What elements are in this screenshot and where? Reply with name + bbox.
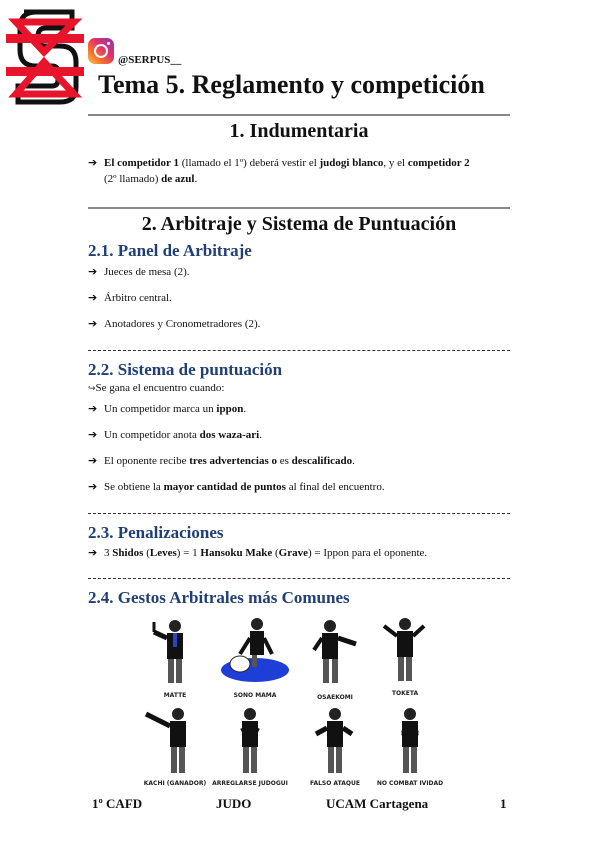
gesture-label: TOKETA — [391, 690, 419, 697]
list-item: ➔ 3 Shidos (Leves) = 1 Hansoku Make (Grave) = Ippon para el oponente. — [88, 546, 428, 559]
list-item: ➔ Un competidor marca un ippon. — [88, 402, 247, 415]
arrow-right-icon: ➔ — [88, 265, 98, 278]
toketa-gesture-image — [360, 612, 450, 692]
divider — [88, 578, 510, 579]
arrow-right-icon: ➔ — [88, 291, 98, 304]
social-handle[interactable]: @SERPUS__ — [118, 54, 182, 66]
gesture-label: NO COMBAT IVIDAD — [376, 780, 444, 787]
arrow-right-icon: ➔ — [88, 156, 98, 169]
divider — [88, 114, 510, 116]
subsection-penalties-title: 2.3. Penalizaciones — [88, 523, 224, 542]
arrow-right-icon: ➔ — [88, 480, 98, 493]
footer-school: UCAM Cartagena — [326, 796, 429, 811]
list-item: ➔ El oponente recibe tres advertencias o es descalificado. — [88, 454, 355, 467]
page-title: Tema 5. Reglamento y competición — [98, 70, 485, 99]
arrow-right-icon: ➔ — [88, 546, 98, 559]
matte-gesture-image — [130, 612, 220, 692]
list-item: ➔ Árbitro central. — [88, 291, 172, 304]
serpus-logo — [6, 4, 84, 106]
sono-mama-gesture-image — [210, 612, 300, 692]
indumentaria-item: ➔ El competidor 1 (llamado el 1º) deberá vestir el judogi blanco, y el competidor 2 (2º llamado) de azul. — [88, 156, 470, 185]
gesture-label: FALSO ATAQUE — [310, 780, 360, 787]
list-item: ➔ Un competidor anota dos waza-ari. — [88, 428, 262, 441]
gesture-label: KACHI (GANADOR) — [143, 780, 207, 787]
list-item: ➔ Anotadores y Cronometradores (2). — [88, 317, 261, 330]
footer-course: 1º CAFD — [92, 796, 143, 811]
subsection-gestures-title: 2.4. Gestos Arbitrales más Comunes — [88, 588, 350, 607]
subsection-scoring-title: 2.2. Sistema de puntuación — [88, 360, 283, 379]
divider — [88, 513, 510, 514]
list-item: ➔ Jueces de mesa (2). — [88, 265, 190, 278]
footer-subject: JUDO — [216, 796, 252, 811]
gesture-label: MATTE — [163, 692, 187, 699]
divider — [88, 207, 510, 209]
subsection-panel-title: 2.1. Panel de Arbitraje — [88, 241, 252, 260]
arrow-right-icon: ➔ — [88, 428, 98, 441]
gesture-label: OSAEKOMI — [317, 694, 353, 701]
hook-arrow-icon: ↪ — [88, 384, 96, 394]
arrow-right-icon: ➔ — [88, 454, 98, 467]
section-1-title: 1. Indumentaria — [229, 120, 369, 142]
arrow-right-icon: ➔ — [88, 317, 98, 330]
no-combatividad-gesture-image — [365, 702, 455, 782]
arrow-right-icon: ➔ — [88, 402, 98, 415]
divider — [88, 350, 510, 351]
gesture-label: SONO MAMA — [233, 692, 277, 699]
list-item: ➔ Se obtiene la mayor cantidad de puntos al final del encuentro. — [88, 480, 385, 493]
arreglarse-judogui-gesture-image — [205, 702, 295, 782]
instagram-icon — [88, 38, 114, 64]
gesture-label: ARREGLARSE JUDOGUI — [212, 780, 288, 787]
scoring-note: ↪Se gana el encuentro cuando: — [88, 382, 225, 394]
section-2-title: 2. Arbitraje y Sistema de Puntuación — [141, 213, 457, 235]
page-number: 1 — [500, 796, 507, 811]
